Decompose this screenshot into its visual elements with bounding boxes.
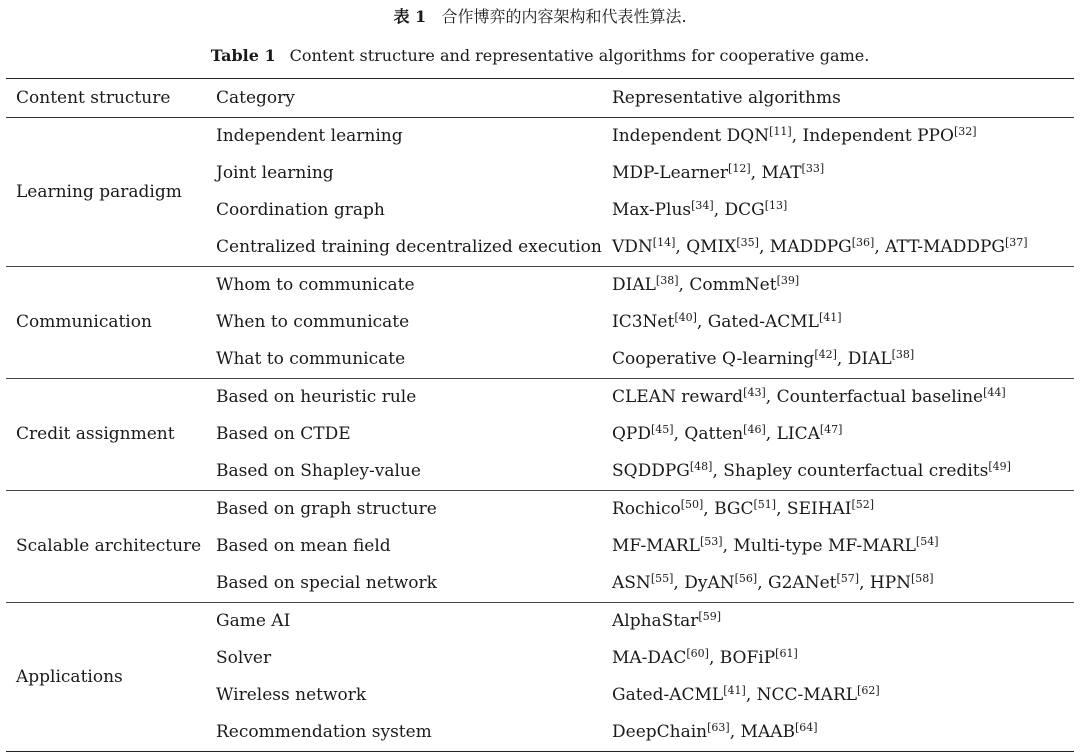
caption-english-label: Table 1 xyxy=(210,46,276,65)
category-cell: Based on graph structure xyxy=(216,499,437,519)
citation-ref: [41] xyxy=(818,311,842,324)
table-header xyxy=(6,79,1074,118)
table-body xyxy=(6,118,1074,752)
algorithms-cell: Gated-ACML[41], NCC-MARL[62] xyxy=(612,684,880,705)
algorithm-name: DyAN xyxy=(684,573,735,593)
algorithm-name: NCC-MARL xyxy=(756,685,858,705)
category-cell: Joint learning xyxy=(216,163,334,183)
citation-ref: [49] xyxy=(988,460,1011,473)
citation-ref: [53] xyxy=(699,535,723,548)
content-structure-cell: Applications xyxy=(6,603,216,752)
algorithms-cell: MF-MARL[53], Multi-type MF-MARL[54] xyxy=(612,535,939,556)
algorithm-name: MDP-Learner xyxy=(612,163,729,183)
algorithm-name: SQDDPG xyxy=(612,461,690,481)
algorithm-name: Max-Plus xyxy=(612,200,692,220)
algorithm-name: Rochico xyxy=(612,499,681,519)
citation-ref: [12] xyxy=(728,162,751,175)
category-cell: Based on heuristic rule xyxy=(216,387,417,407)
algorithm-name: QMIX xyxy=(686,237,737,257)
algorithms-cell: DIAL[38], CommNet[39] xyxy=(612,274,800,295)
header-category: Category xyxy=(216,79,612,118)
table-row xyxy=(6,118,1074,156)
algorithm-name: DIAL xyxy=(847,349,892,369)
algorithm-name: CLEAN reward xyxy=(612,387,744,407)
citation-ref: [38] xyxy=(655,274,679,287)
category-cell: Independent learning xyxy=(216,126,403,146)
content-structure-cell: Credit assignment xyxy=(6,379,216,491)
citation-ref: [47] xyxy=(819,423,843,436)
algorithms-cell: DeepChain[63], MAAB[64] xyxy=(612,714,1074,752)
category-cell: What to communicate xyxy=(216,341,612,379)
category-cell: Based on Shapley-value xyxy=(216,453,612,491)
algorithm-name: LICA xyxy=(776,424,820,444)
algorithms-cell xyxy=(612,603,1074,641)
category-cell: Based on mean field xyxy=(216,536,391,556)
algorithms-cell: MDP-Learner[12], MAT[33] xyxy=(612,162,825,183)
algorithm-name: Independent DQN xyxy=(612,126,770,146)
algorithm-name: MADDPG xyxy=(769,237,852,257)
algorithm-name: MAT xyxy=(761,163,802,183)
category-cell: Wireless network xyxy=(216,685,367,705)
table-row xyxy=(6,491,1074,529)
algorithm-name: QPD xyxy=(612,424,652,444)
algorithms-cell: Max-Plus[34], DCG[13] xyxy=(612,199,788,220)
citation-ref: [60] xyxy=(686,647,709,660)
citation-ref: [38] xyxy=(891,348,915,361)
citation-ref: [46] xyxy=(743,423,766,436)
citation-ref: [35] xyxy=(736,236,759,249)
algorithms-cell: SQDDPG[48], Shapley counterfactual credits[49] xyxy=(612,453,1074,491)
algorithm-name: DIAL xyxy=(612,275,656,295)
algorithm-name: DCG xyxy=(724,200,765,220)
content-structure-cell: Learning paradigm xyxy=(6,118,216,267)
header-representative-algorithms: Representative algorithms xyxy=(612,79,1074,118)
algorithm-name: Gated-ACML xyxy=(707,312,819,332)
algorithm-name: HPN xyxy=(869,573,912,593)
caption-chinese-text: 合作博弈的内容架构和代表性算法. xyxy=(441,7,687,26)
citation-ref: [54] xyxy=(915,535,939,548)
algorithm-name: ATT-MADDPG xyxy=(885,237,1006,257)
algorithm-name: Cooperative Q-learning xyxy=(612,349,815,369)
algorithm-name: VDN xyxy=(612,237,653,257)
category-cell: Coordination graph xyxy=(216,200,385,220)
citation-ref: [36] xyxy=(851,236,875,249)
algorithm-name: Independent PPO xyxy=(802,126,954,146)
algorithms-cell: CLEAN reward[43], Counterfactual baseline[44] xyxy=(612,386,1006,407)
caption-chinese-label: 表 1 xyxy=(393,7,427,26)
algorithm-name: AlphaStar xyxy=(612,611,699,631)
algorithms-cell: VDN[14], QMIX[35], MADDPG[36], ATT-MADDPG[37] xyxy=(612,229,1074,267)
citation-ref: [55] xyxy=(650,572,674,585)
table-row xyxy=(6,379,1074,417)
algorithms-cell: Rochico[50], BGC[51], SEIHAI[52] xyxy=(612,498,875,519)
citation-ref: [59] xyxy=(698,610,722,623)
citation-ref: [50] xyxy=(680,498,704,511)
citation-ref: [58] xyxy=(911,572,934,585)
algorithm-name: BOFiP xyxy=(719,648,776,668)
algorithm-name: Shapley counterfactual credits xyxy=(723,461,989,481)
citation-ref: [11] xyxy=(769,125,792,138)
algorithm-name: IC3Net xyxy=(612,312,675,332)
algorithm-name: SEIHAI xyxy=(786,499,852,519)
citation-ref: [52] xyxy=(851,498,875,511)
citation-ref: [64] xyxy=(794,721,818,734)
algorithm-name: CommNet xyxy=(689,275,777,295)
algorithms-cell: QPD[45], Qatten[46], LICA[47] xyxy=(612,423,843,444)
citation-ref: [62] xyxy=(857,684,880,697)
citation-ref: [33] xyxy=(801,162,825,175)
algorithm-name: MA-DAC xyxy=(612,648,687,668)
table-row xyxy=(6,267,1074,305)
citation-ref: [57] xyxy=(836,572,860,585)
category-cell: Recommendation system xyxy=(216,714,612,752)
citation-ref: [13] xyxy=(764,199,788,212)
algorithms-cell: MA-DAC[60], BOFiP[61] xyxy=(612,647,798,668)
category-cell: When to communicate xyxy=(216,312,410,332)
citation-ref: [42] xyxy=(814,348,837,361)
citation-ref: [56] xyxy=(734,572,758,585)
algorithms-cell: Cooperative Q-learning[42], DIAL[38] xyxy=(612,341,1074,379)
caption-english-text: Content structure and representative algorithms for cooperative game. xyxy=(289,46,870,65)
algorithm-name: Multi-type MF-MARL xyxy=(733,536,916,556)
content-structure-cell: Communication xyxy=(6,267,216,379)
header-row xyxy=(6,79,1074,118)
algorithms-cell: IC3Net[40], Gated-ACML[41] xyxy=(612,311,842,332)
citation-ref: [48] xyxy=(689,460,713,473)
category-cell: Solver xyxy=(216,648,272,668)
citation-ref: [44] xyxy=(983,386,1006,399)
algorithm-name: MAAB xyxy=(740,722,795,742)
algorithms-cell: ASN[55], DyAN[56], G2ANet[57], HPN[58] xyxy=(612,565,1074,603)
citation-ref: [45] xyxy=(651,423,674,436)
algorithm-name: Gated-ACML xyxy=(612,685,724,705)
algorithm-name: BGC xyxy=(714,499,754,519)
algorithm-name: ASN xyxy=(612,573,651,593)
citation-ref: [61] xyxy=(775,647,798,660)
citation-ref: [14] xyxy=(652,236,676,249)
content-structure-table xyxy=(6,78,1074,752)
citation-ref: [34] xyxy=(691,199,714,212)
category-cell: Centralized training decentralized execution xyxy=(216,229,612,267)
citation-ref: [43] xyxy=(743,386,766,399)
citation-ref: [51] xyxy=(753,498,777,511)
category-cell: Based on CTDE xyxy=(216,424,351,444)
table-row xyxy=(6,603,1074,641)
citation-ref: [40] xyxy=(674,311,697,324)
caption-chinese xyxy=(0,6,1080,28)
algorithm-name: Qatten xyxy=(684,424,744,444)
citation-ref: [37] xyxy=(1005,236,1028,249)
citation-ref: [41] xyxy=(723,684,746,697)
caption-english xyxy=(0,45,1080,67)
citation-ref: [39] xyxy=(776,274,800,287)
algorithm-name: MF-MARL xyxy=(612,536,700,556)
algorithm-name: DeepChain xyxy=(612,722,708,742)
content-structure-cell: Scalable architecture xyxy=(6,491,216,603)
category-cell: Whom to communicate xyxy=(216,275,415,295)
citation-ref: [32] xyxy=(953,125,977,138)
header-content-structure: Content structure xyxy=(6,79,216,118)
algorithms-cell: Independent DQN[11], Independent PPO[32] xyxy=(612,125,977,146)
citation-ref: [63] xyxy=(707,721,730,734)
category-cell: Game AI xyxy=(216,611,291,631)
algorithm-name: G2ANet xyxy=(768,573,837,593)
category-cell: Based on special network xyxy=(216,565,612,603)
algorithm-name: Counterfactual baseline xyxy=(776,387,984,407)
